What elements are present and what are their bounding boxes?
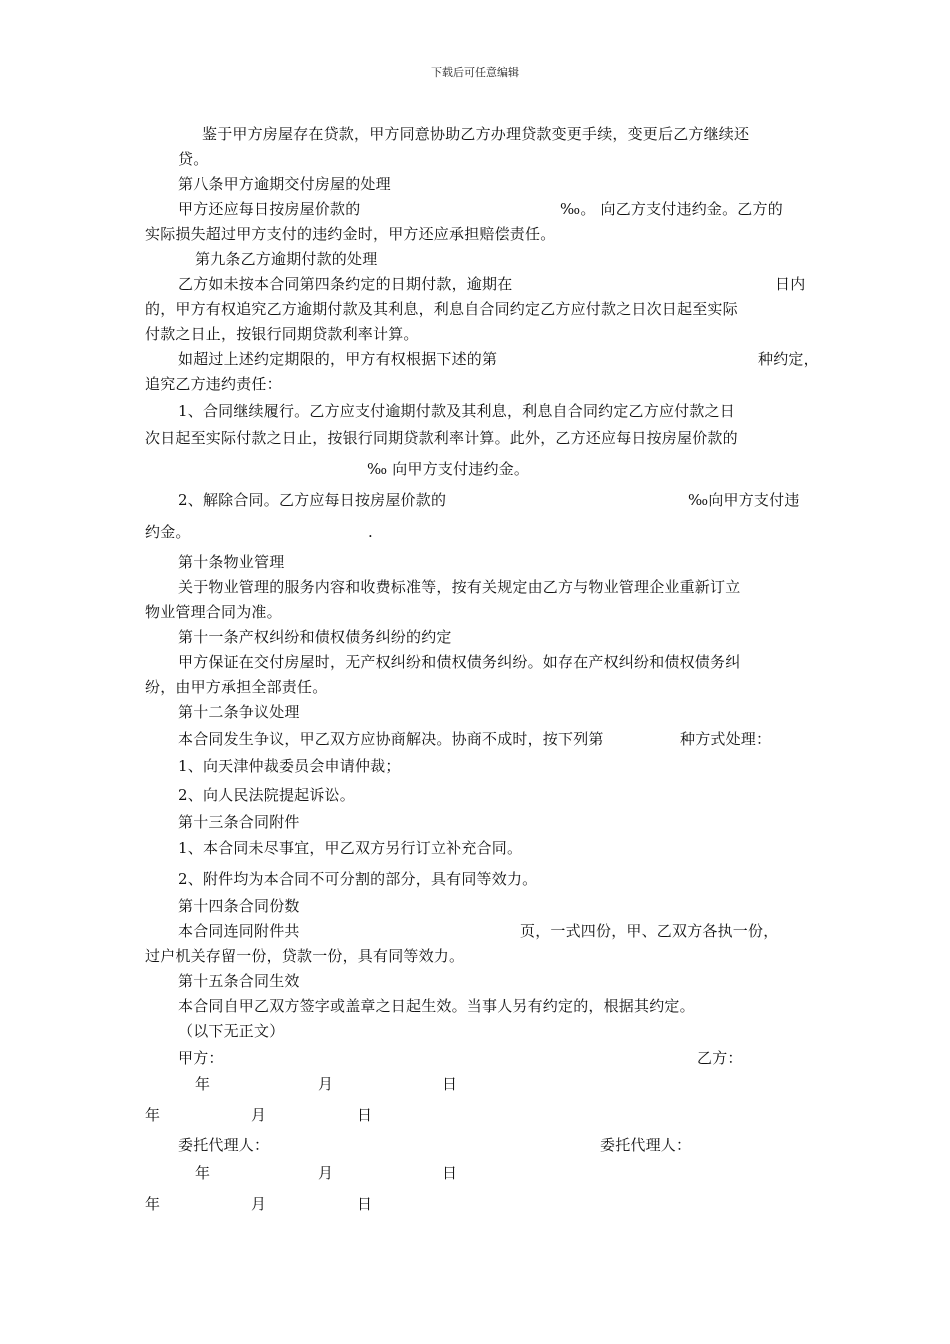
date-day: 日 [357, 1106, 373, 1124]
text-line: 贷。 [178, 150, 209, 168]
text-line: 种方式处理： [680, 730, 772, 748]
article-heading: 第十二条争议处理 [178, 703, 300, 721]
text-line: 纷，由甲方承担全部责任。 [145, 678, 328, 696]
text-line: 如超过上述约定期限的，甲方有权根据下述的第 [178, 350, 498, 368]
date-month: 月 [251, 1106, 267, 1124]
text-line: 约金。 [145, 523, 191, 541]
article-heading: 第八条甲方逾期交付房屋的处理 [178, 175, 391, 193]
text-line: 本合同连同附件共 [178, 922, 300, 940]
list-item: 2、解除合同。乙方应每日按房屋价款的 [178, 491, 447, 509]
date-year: 年 [145, 1195, 161, 1213]
party-a-label: 甲方： [178, 1049, 224, 1067]
agent-a-label: 委托代理人： [178, 1136, 270, 1154]
article-heading: 第十五条合同生效 [178, 972, 300, 990]
text-line: 甲方还应每日按房屋价款的 [178, 200, 361, 218]
list-item: 2、附件均为本合同不可分割的部分，具有同等效力。 [178, 870, 538, 888]
text-line: 的，甲方有权追究乙方逾期付款及其利息，利息自合同约定乙方应付款之日次日起至实际 [145, 300, 738, 318]
date-year: 年 [145, 1106, 161, 1124]
text-line: 日内 [775, 275, 806, 293]
text-line: 本合同自甲乙双方签字或盖章之日起生效。当事人另有约定的，根据其约定。 [178, 997, 695, 1015]
date-day: 日 [357, 1195, 373, 1213]
text-line: ‰。 向乙方支付违约金。乙方的 [560, 200, 783, 218]
party-b-label: 乙方： [697, 1049, 743, 1067]
text-line: 鉴于甲方房屋存在贷款，甲方同意协助乙方办理贷款变更手续，变更后乙方继续还 [202, 125, 750, 143]
text-line: 实际损失超过甲方支付的违约金时，甲方还应承担赔偿责任。 [145, 225, 556, 243]
date-year: 年 [195, 1075, 211, 1093]
text-line: ‰ 向甲方支付违约金。 [367, 460, 530, 478]
text-line: （以下无正文） [178, 1022, 285, 1040]
date-year: 年 [195, 1164, 211, 1182]
list-item: 1、向天津仲裁委员会申请仲裁； [178, 757, 401, 775]
text-line: 物业管理合同为准。 [145, 603, 282, 621]
article-heading: 第九条乙方逾期付款的处理 [195, 250, 378, 268]
text-line: 种约定， [758, 350, 819, 368]
date-month: 月 [318, 1075, 334, 1093]
list-item: 2、向人民法院提起诉讼。 [178, 786, 355, 804]
list-item: 1、合同继续履行。乙方应支付逾期付款及其利息，利息自合同约定乙方应付款之日 [178, 402, 735, 420]
text-line: 次日起至实际付款之日止，按银行同期贷款利率计算。此外，乙方还应每日按房屋价款的 [145, 429, 738, 447]
date-day: 日 [442, 1164, 458, 1182]
text-line: 过户机关存留一份，贷款一份，具有同等效力。 [145, 947, 465, 965]
text-line: 乙方如未按本合同第四条约定的日期付款，逾期在 [178, 275, 513, 293]
date-month: 月 [251, 1195, 267, 1213]
text-line: 页，一式四份，甲、乙双方各执一份， [520, 922, 779, 940]
article-heading: 第十一条产权纠纷和债权债务纠纷的约定 [178, 628, 452, 646]
date-month: 月 [318, 1164, 334, 1182]
date-day: 日 [442, 1075, 458, 1093]
text-line: 甲方保证在交付房屋时，无产权纠纷和债权债务纠纷。如存在产权纠纷和债权债务纠 [178, 653, 741, 671]
page-header: 下载后可任意编辑 [431, 66, 519, 79]
text-line: . [368, 523, 373, 541]
article-heading: 第十三条合同附件 [178, 813, 300, 831]
article-heading: 第十四条合同份数 [178, 897, 300, 915]
list-item: 1、本合同未尽事宜，甲乙双方另行订立补充合同。 [178, 839, 523, 857]
text-line: 付款之日止，按银行同期贷款利率计算。 [145, 325, 419, 343]
text-line: 追究乙方违约责任： [145, 375, 282, 393]
text-line: 本合同发生争议，甲乙双方应协商解决。协商不成时，按下列第 [178, 730, 604, 748]
article-heading: 第十条物业管理 [178, 553, 285, 571]
text-line: ‰向甲方支付违 [688, 491, 800, 509]
text-line: 关于物业管理的服务内容和收费标准等，按有关规定由乙方与物业管理企业重新订立 [178, 578, 741, 596]
agent-b-label: 委托代理人： [600, 1136, 692, 1154]
